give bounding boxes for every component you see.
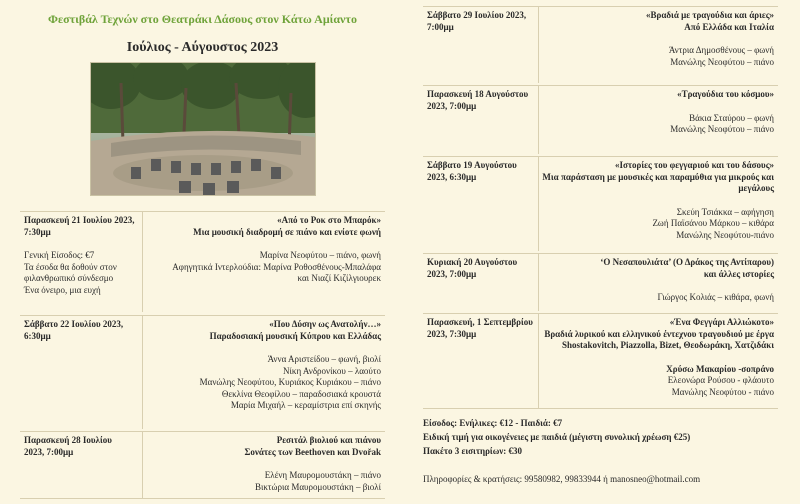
event-subtitle: Από Ελλάδα και Ιταλία	[684, 21, 774, 32]
performer: Βικτώρια Μαυρομουστάκη – βιολί	[254, 481, 381, 492]
event-row	[423, 156, 778, 251]
festival-title: Φεστιβάλ Τεχνών στο Θεατράκι Δάσους στον Κάτω Αμίαντο	[48, 12, 357, 26]
event-details	[542, 10, 774, 68]
event-details	[542, 317, 774, 398]
festival-dates: Ιούλιος - Αύγουστος 2023	[126, 40, 279, 55]
performer: Μαρίνα Νεοφύτου – πιάνο, φωνή	[259, 250, 381, 260]
event-date: Σάββατο 19 Αυγούστου 2023, 6:30μμ	[427, 160, 517, 182]
performer: Ελένη Μαυρομουστάκη – πιάνο	[264, 470, 381, 480]
left-schedule-table	[20, 211, 385, 501]
event-row	[20, 431, 385, 499]
event-row	[423, 253, 778, 311]
event-details	[146, 215, 381, 285]
event-details	[146, 435, 381, 493]
performer: Μανώλης Νεοφύτου – πιάνο	[670, 124, 774, 134]
note-line: Γενική Είσοδος: €7	[24, 250, 95, 260]
performer: Μανώλης Νεοφύτου – πιάνο	[670, 56, 774, 67]
contact-info: Πληροφορίες & κρατήσεις: 99580982, 99833944 ή manosneo@hotmail.com	[423, 474, 701, 484]
ticket-prices: Είσοδος: Ενήλικες: €12 - Παιδιά: €7	[423, 418, 563, 428]
performer: Μανώλης Νεοφύτου, Κυριάκος Κυριάκου – πιάνο	[199, 377, 381, 387]
event-subtitle: Μια παράσταση με μουσικές και παραμύθια για μικρούς και μεγάλους	[542, 171, 774, 193]
event-title: «Που Δύσην ως Ανατολήν…»	[269, 319, 381, 329]
event-row	[423, 85, 778, 154]
event-title: ‘Ο Νεσαπουλιάτα’ (Ο Δράκος της Αντίπαρου)	[600, 257, 774, 267]
performer: Νίκη Ανδρονίκου – λαούτο	[283, 365, 381, 376]
performer: Σκεύη Τσιάκκα – αφήγηση	[676, 206, 774, 217]
event-title: «Βραδιά με τραγούδια και άριες»	[646, 10, 774, 20]
event-date: Σάββατο 29 Ιουλίου 2023, 7:00μμ	[427, 10, 527, 32]
event-subtitle: Σονάτες των Beethoven και Dvořak	[244, 446, 381, 457]
event-date: Παρασκευή 28 Ιουλίου 2023, 7:00μμ	[24, 435, 112, 457]
event-row	[423, 6, 778, 83]
performer: Άντρια Δημοσθένους – φωνή	[668, 45, 774, 55]
event-title: «Ένα Φεγγάρι Αλλιώκοτο»	[669, 317, 774, 327]
event-row	[423, 313, 778, 409]
event-date: Παρασκευή 21 Ιουλίου 2023, 7:30μμ	[24, 215, 135, 237]
performer: Μαρία Μιχαήλ – κεραμίστρια επί σκηνής	[230, 400, 381, 410]
event-title: «Τραγούδια του κόσμου»	[677, 89, 774, 99]
performer: Άννα Αριστείδου – φωνή, βιολί	[267, 354, 381, 364]
performer: και Νιαζί Κιζίλγιουρεκ	[297, 273, 381, 283]
performer: Μανώλης Νεοφύτου - πιάνο	[671, 386, 774, 397]
event-title: «Ιστορίες του φεγγαριού και του δάσους»	[615, 160, 774, 170]
note-line: Τα έσοδα θα δοθούν στον	[24, 261, 117, 272]
note-line: φιλανθρωπικό σύνδεσμο	[24, 273, 114, 283]
event-details	[542, 160, 774, 241]
event-title: «Από το Ροκ στο Μπαρόκ»	[277, 215, 381, 225]
note-line: Ένα όνειρο, μια ευχή	[24, 284, 101, 295]
event-subtitle: Μια μουσική διαδρομή σε πιάνο και ενίοτε φωνή	[193, 226, 381, 237]
ticket-package: Πακέτο 3 εισιτηρίων: €30	[423, 446, 523, 456]
event-row	[20, 315, 385, 429]
event-note	[24, 250, 117, 296]
event-date: Σάββατο 22 Ιουλίου 2023, 6:30μμ	[24, 319, 124, 341]
performer: Βάκια Σταύρου – φωνή	[689, 112, 774, 123]
event-details	[542, 257, 774, 304]
event-date: Κυριακή 20 Αυγούστου 2023, 7:00μμ	[427, 257, 518, 279]
event-row	[20, 211, 385, 312]
performer: Αφηγητικά Ιντερλούδια: Μαρίνα Ροθοσθένους-Μπαλάφα	[172, 261, 381, 272]
event-details	[146, 319, 381, 412]
event-date: Παρασκευή 18 Αυγούστου 2023, 7:00μμ	[427, 89, 529, 111]
performer: Ελεονώρα Ρούσου - φλάουτο	[667, 375, 774, 385]
right-schedule-table	[423, 6, 778, 406]
event-date: Παρασκευή, 1 Σεπτεμβρίου 2023, 7:30μμ	[427, 317, 533, 339]
event-subtitle: Παραδοσιακή μουσική Κύπρου και Ελλάδας	[209, 330, 381, 341]
performer: Μανώλης Νεοφύτου-πιάνο	[676, 229, 774, 240]
outdoor-amphitheatre-photo	[90, 62, 316, 196]
event-subtitle: Βραδιά λυρικού και ελληνικού έντεχνου τραγουδιού με έργα Shostakovitch, Piazzolla, Bizet, Θεοδωράκη, Χατζιδάκι	[544, 328, 774, 350]
performer: Γιώργος Κολιάς – κιθάρα, φωνή	[657, 292, 774, 302]
performer: Ζωή Παϊσάνου Μάρκου – κιθάρα	[652, 218, 774, 228]
event-subtitle: και άλλες ιστορίες	[703, 268, 774, 279]
event-details	[542, 89, 774, 136]
performer: Χρύσω Μακαρίου -σοπράνο	[666, 363, 774, 374]
event-title: Ρεσιτάλ βιολιού και πιάνου	[276, 435, 381, 445]
performer: Θεκλίνα Θεοφίλου – παραδοσιακά κρουστά	[221, 388, 381, 399]
family-price: Ειδική τιμή για οικογένειες με παιδιά (μέγιστη συνολική χρέωση €25)	[423, 432, 691, 442]
